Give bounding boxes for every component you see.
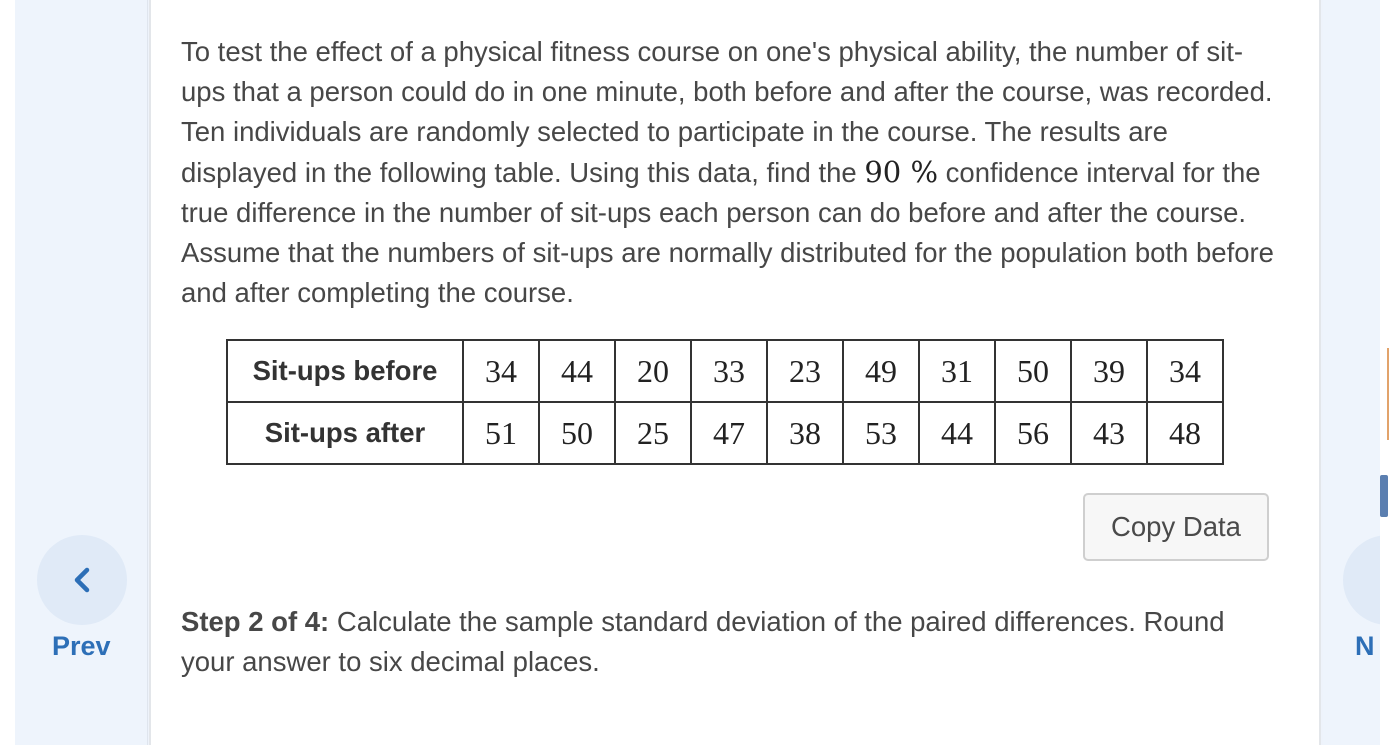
confidence-level: 90 % [864,155,939,189]
chevron-left-icon [71,566,93,594]
table-cell: 53 [843,402,919,464]
next-label[interactable]: N [1355,631,1375,661]
table-row [227,402,1223,464]
table-cell: 50 [539,402,615,464]
scrollbar[interactable] [1380,0,1389,745]
problem-text-before: To test the effect of a physical fitness course on one's physical ability, the number of sit-ups that a person could do in one minute, both before and after the course, was recorded. Ten individuals are randomly selected to participate in the course. The results are displayed in the following table. Using this data, find the [181,36,1273,188]
problem-text-after: confidence interval for the true difference in the number of sit-ups each person can do before and after the course. Assume that the numbers of sit-ups are normally distributed for the population both before and after completing the course. [181,157,1274,308]
table-row [227,340,1223,402]
step-prefix: Step 2 of 4: [181,606,330,637]
scroll-thumb[interactable] [1380,475,1388,517]
table-cell: 48 [1147,402,1223,464]
table-cell: 56 [995,402,1071,464]
data-table [226,339,1224,465]
left-rail [0,0,15,745]
row-header: Sit-ups after [227,402,463,464]
table-cell: 20 [615,340,691,402]
problem-statement [181,32,1281,313]
table-cell: 51 [463,402,539,464]
prev-label[interactable]: Prev [52,631,111,661]
table-cell: 38 [767,402,843,464]
table-cell: 43 [1071,402,1147,464]
table-cell: 31 [919,340,995,402]
table-cell: 39 [1071,340,1147,402]
copy-data-button[interactable]: Copy Data [1083,493,1269,561]
table-cell: 50 [995,340,1071,402]
table-cell: 47 [691,402,767,464]
step-text: Calculate the sample standard deviation of the paired differences. Round your answer to six decimal places. [181,606,1225,677]
prev-button[interactable] [37,535,127,625]
table-cell: 25 [615,402,691,464]
step-instruction [181,602,1281,682]
row-header: Sit-ups before [227,340,463,402]
table-cell: 34 [463,340,539,402]
table-cell: 23 [767,340,843,402]
table-cell: 49 [843,340,919,402]
table-cell: 44 [919,402,995,464]
table-cell: 34 [1147,340,1223,402]
table-cell: 44 [539,340,615,402]
table-cell: 33 [691,340,767,402]
